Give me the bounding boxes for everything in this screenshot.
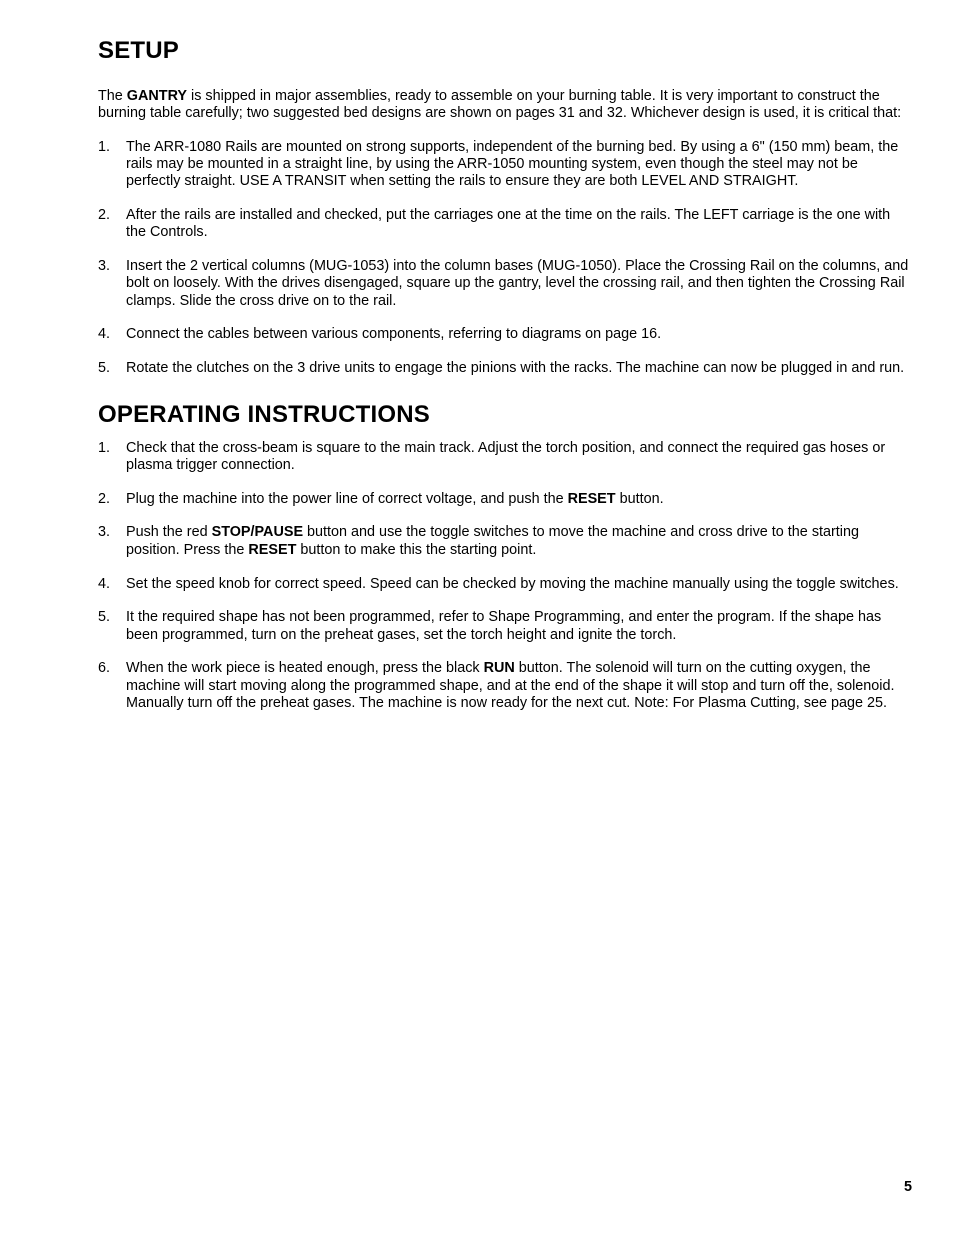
list-item-number: 1. — [98, 138, 111, 155]
text-run: button. The solenoid will turn on the cutting oxygen, the machine will start moving along the programmed shape, and at the end of the shape it will stop and turn off the, solenoid. Manually turn off the preheat gases. The machine is now ready for the next cut. Note: For Plasma Cutting, see page 25. — [126, 660, 895, 712]
bold-term: GANTRY — [126, 88, 188, 104]
setup-steps-list — [98, 139, 914, 378]
list-item-text — [126, 524, 914, 559]
text-run: When the work piece is heated enough, press the black — [126, 660, 484, 677]
list-item — [98, 258, 914, 310]
list-item — [98, 660, 914, 712]
text-run: The — [98, 88, 127, 104]
list-item-text — [126, 609, 914, 644]
list-item — [98, 491, 914, 508]
list-item-text — [126, 440, 914, 475]
text-run: Plug the machine into the power line of correct voltage, and push the — [126, 490, 568, 507]
list-item-number: 4. — [98, 326, 111, 343]
list-item-number: 1. — [98, 439, 111, 456]
list-item-text — [126, 491, 914, 508]
list-item — [98, 609, 914, 644]
text-run: button. — [615, 490, 664, 507]
list-item-number: 3. — [98, 258, 111, 275]
list-item-text — [126, 139, 914, 191]
text-run: button to make this the starting point. — [296, 541, 537, 558]
list-item — [98, 139, 914, 191]
list-item-number: 4. — [98, 575, 111, 592]
list-item — [98, 440, 914, 475]
list-item-number: 5. — [98, 360, 111, 377]
setup-intro — [98, 88, 914, 123]
text-run: button and use the toggle switches to move the machine and cross drive to the starting position. Press the — [126, 524, 860, 558]
list-item — [98, 207, 914, 242]
text-run: Connect the cables between various components, referring to diagrams on page 16. — [126, 326, 662, 343]
text-run: Push the red — [126, 524, 212, 541]
bold-term: RESET — [567, 490, 616, 507]
text-run: Rotate the clutches on the 3 drive units to engage the pinions with the racks. The machine can now be plugged in and run. — [126, 360, 905, 377]
bold-term: STOP/PAUSE — [211, 524, 304, 541]
operating-steps-list — [98, 440, 914, 713]
text-run: Insert the 2 vertical columns (MUG-1053) into the column bases (MUG-1050). Place the Crossing Rail on the columns, and bolt on loosely. With the drives disengaged, square up the gantry, level the crossing rail, and then tighten the Crossing Rail clamps. Slide the cross drive on to the rail. — [126, 258, 909, 309]
text-run: After the rails are installed and checked, put the carriages one at the time on the rails. The LEFT carriage is the one with the Controls. — [126, 206, 891, 241]
list-item-text — [126, 576, 914, 593]
list-item-number: 2. — [98, 490, 111, 507]
list-item-number: 6. — [98, 660, 111, 677]
list-item — [98, 524, 914, 559]
list-item-text — [126, 326, 914, 343]
list-item-text — [126, 207, 914, 242]
list-item-text — [126, 258, 914, 310]
list-item-number: 2. — [98, 206, 111, 223]
list-item — [98, 360, 914, 377]
list-item-number: 3. — [98, 524, 111, 541]
text-run: Set the speed knob for correct speed. Speed can be checked by moving the machine manually using the toggle switches. — [126, 575, 899, 592]
list-item — [98, 326, 914, 343]
list-item-text — [126, 360, 914, 377]
list-item-text — [126, 660, 914, 712]
bold-term: RESET — [248, 541, 297, 558]
section-title-setup: SETUP — [98, 37, 180, 64]
bold-term: RUN — [483, 660, 515, 677]
text-run: Check that the cross-beam is square to the main track. Adjust the torch position, and connect the required gas hoses or plasma trigger connection. — [126, 439, 886, 473]
list-item — [98, 576, 914, 593]
section-title-operating-instructions: OPERATING INSTRUCTIONS — [98, 400, 430, 428]
page-number: 5 — [903, 1179, 912, 1195]
list-item-number: 5. — [98, 609, 111, 626]
text-run: It the required shape has not been programmed, refer to Shape Programming, and enter the program. If the shape has been programmed, turn on the preheat gases, set the torch height and ignite the torch. — [126, 609, 882, 643]
document-page — [98, 36, 914, 712]
text-run: The ARR-1080 Rails are mounted on strong supports, independent of the burning bed. By using a 6" (150 mm) beam, the rails may be mounted in a straight line, by using the ARR-1050 mounting system, even though the steel may not be perfectly straight. USE A TRANSIT when setting the rails to ensure they are both LEVEL AND STRAIGHT. — [126, 138, 899, 190]
text-run: is shipped in major assemblies, ready to assemble on your burning table. It is very important to construct the burning table carefully; two suggested bed designs are shown on pages 31 and 32. Whichever design is used, it is critical that: — [98, 88, 902, 122]
